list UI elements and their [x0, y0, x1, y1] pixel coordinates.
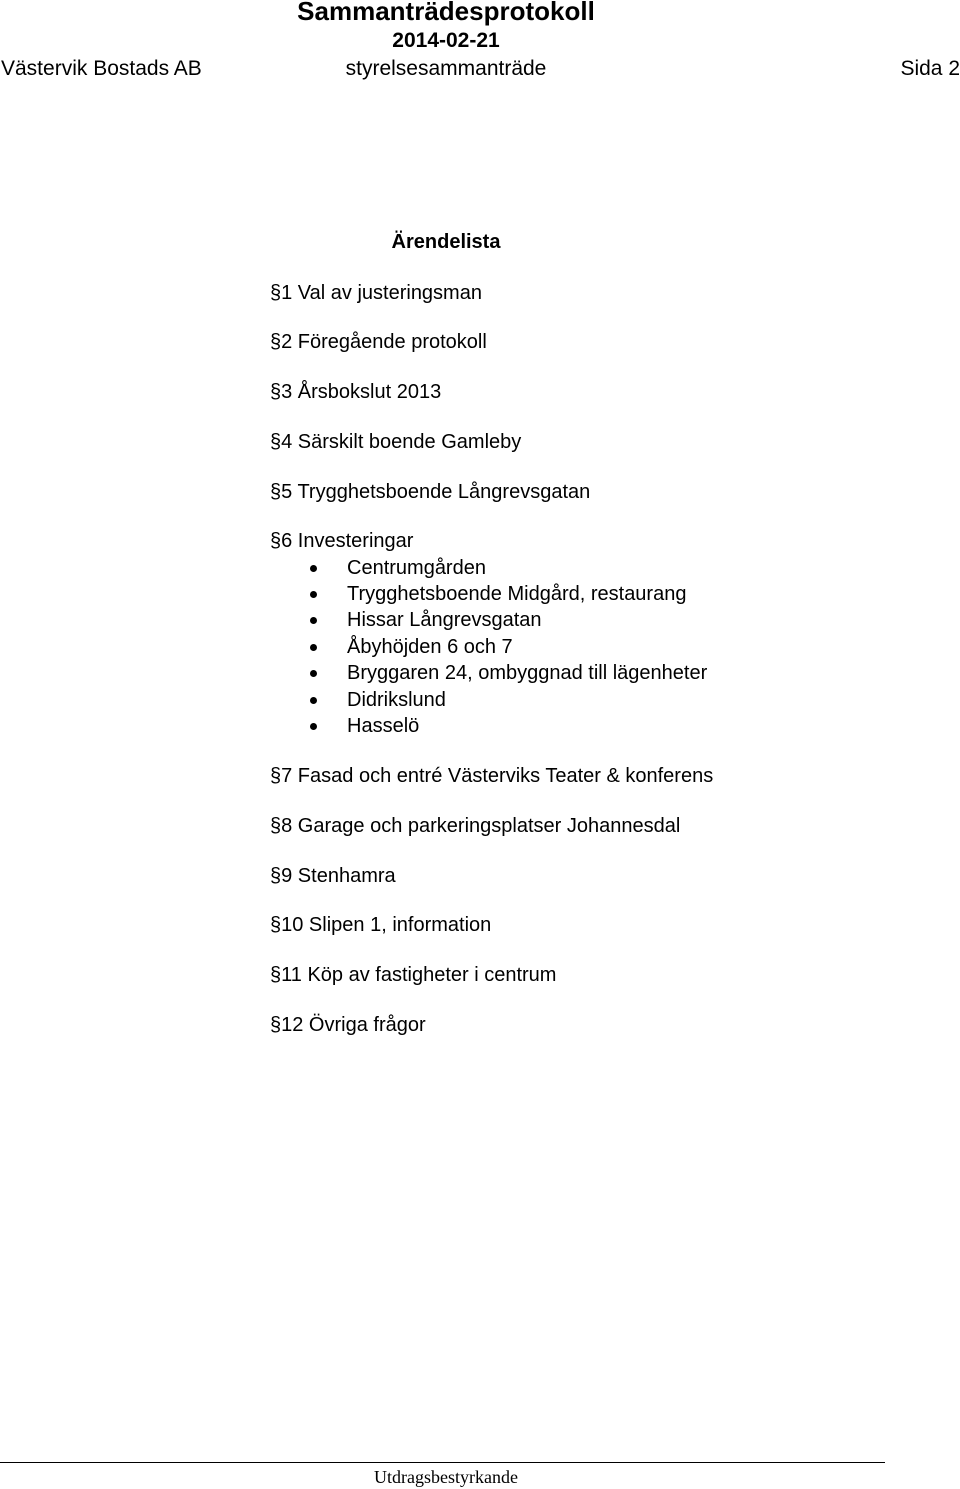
agenda-item [270, 329, 487, 355]
agenda-item-text: 1 Val av justeringsman [281, 282, 482, 304]
agenda-item-text: 11 Köp av fastigheter i centrum [281, 964, 557, 986]
agenda-item-text: 10 Slipen 1, information [281, 914, 492, 936]
agenda-item [270, 379, 441, 405]
agenda-item [270, 429, 521, 455]
agenda-item-text: 7 Fasad och entré Västerviks Teater & konferens [281, 765, 714, 787]
agenda-item-text: 12 Övriga frågor [281, 1014, 426, 1036]
section-mark: § [270, 331, 282, 353]
section-mark: § [270, 282, 282, 304]
agenda-item-text: 9 Stenhamra [281, 865, 396, 887]
agenda-item-text: 5 Trygghetsboende Långrevsgatan [281, 481, 591, 503]
meeting-date: 2014-02-21 [392, 29, 500, 52]
bullet-icon [310, 644, 317, 651]
section-mark: § [270, 765, 282, 787]
agenda-item-text: 6 Investeringar [281, 530, 414, 552]
section-mark: § [270, 815, 282, 837]
section-mark: § [270, 964, 282, 986]
agenda-item [270, 280, 482, 306]
section-mark: § [270, 381, 282, 403]
section-mark: § [270, 914, 282, 936]
agenda-item [270, 962, 556, 988]
footer-label: Utdragsbestyrkande [374, 1467, 518, 1487]
section-mark: § [270, 1014, 282, 1036]
page-number: Sida 2 [900, 57, 960, 80]
section-mark: § [270, 865, 282, 887]
agenda-item [270, 763, 713, 789]
agenda-item [270, 912, 491, 938]
agenda-item-text: 3 Årsbokslut 2013 [281, 381, 442, 403]
bullet-icon [310, 617, 317, 624]
meeting-type: styrelsesammanträde [345, 57, 547, 80]
section-mark: § [270, 431, 282, 453]
investment-subitem: Hissar Långrevsgatan [347, 609, 542, 631]
investment-subitem: Hasselö [347, 715, 420, 737]
bullet-icon [310, 697, 317, 704]
agenda-item [270, 479, 590, 505]
bullet-icon [310, 591, 317, 598]
agenda-item [270, 1012, 426, 1038]
header-row [0, 55, 960, 83]
section-mark: § [270, 530, 282, 552]
investment-subitem: Centrumgården [347, 557, 486, 579]
investment-subitem: Trygghetsboende Midgård, restaurang [347, 583, 687, 605]
agenda-item [270, 528, 413, 554]
footer-divider [0, 1462, 885, 1463]
agenda-item-text: 8 Garage och parkeringsplatser Johannesdal [281, 815, 681, 837]
protocol-title: Sammanträdesprotokoll [297, 0, 595, 26]
bullet-icon [310, 565, 317, 572]
company-name: Västervik Bostads AB [1, 57, 202, 80]
agenda-title: Ärendelista [391, 231, 501, 253]
agenda-item [270, 863, 396, 889]
agenda-item-text: 2 Föregående protokoll [281, 331, 487, 353]
investment-subitem: Bryggaren 24, ombyggnad till lägenheter [347, 662, 708, 684]
bullet-icon [310, 670, 317, 677]
bullet-icon [310, 723, 317, 730]
section-mark: § [270, 481, 282, 503]
agenda-item [270, 813, 680, 839]
investment-subitem: Didrikslund [347, 689, 446, 711]
investment-subitem: Åbyhöjden 6 och 7 [347, 636, 513, 658]
agenda-item-text: 4 Särskilt boende Gamleby [281, 431, 522, 453]
